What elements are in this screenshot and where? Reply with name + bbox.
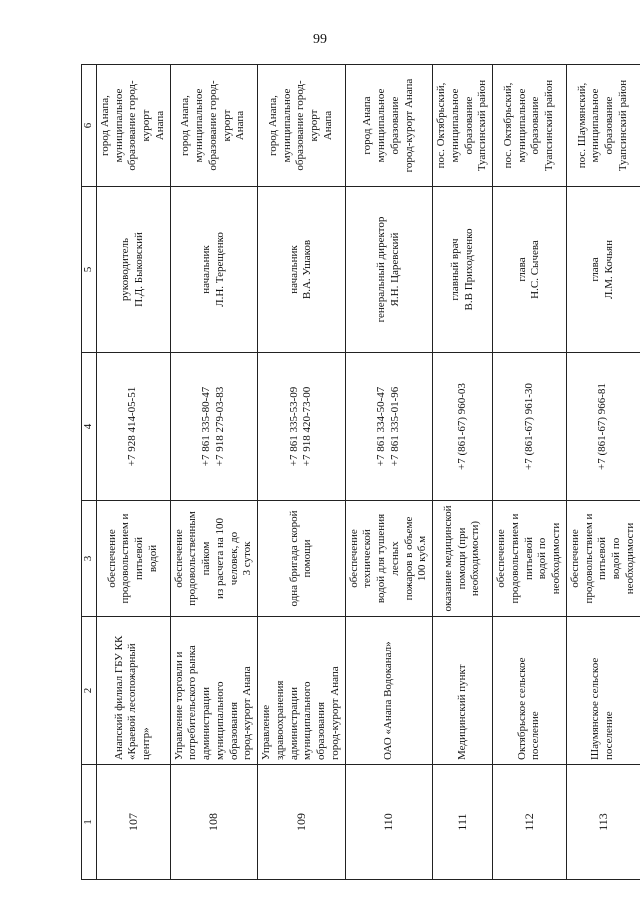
cell-head-line: глава	[589, 257, 602, 282]
cell-phone	[566, 353, 640, 501]
table-row	[96, 65, 170, 880]
cell-location	[258, 65, 346, 187]
cell-organization-line: «Краевой лесопожарный	[126, 643, 139, 760]
cell-organization	[258, 617, 346, 765]
cell-location-line: образование город-курорт	[294, 80, 321, 171]
cell-location-line: Туапсинский район	[476, 79, 489, 172]
cell-phone-line: +7 (861-67) 966-81	[596, 383, 609, 470]
cell-location	[493, 65, 567, 187]
rotated-table-container	[81, 65, 636, 880]
cell-location-line: город Анапа	[361, 96, 374, 155]
cell-organization-line: муниципального	[301, 681, 314, 760]
header-cell-4: 4	[82, 353, 97, 501]
cell-phone	[493, 353, 567, 501]
cell-location-line: город-курорт Анапа	[402, 78, 415, 173]
cell-head-line: Л.М. Кочьян	[603, 240, 616, 299]
cell-organization-line: город-курорт Анапа	[241, 666, 254, 760]
cell-organization	[345, 617, 433, 765]
cell-location-line: Туапсинский район	[616, 79, 629, 172]
cell-location-line: муниципальное образование	[448, 88, 475, 163]
cell-service-line: водой	[146, 544, 159, 573]
cell-phone	[345, 353, 433, 501]
cell-location	[170, 65, 258, 187]
cell-service-line: обеспечение	[172, 529, 185, 588]
cell-location-line: пос. Октябрьский,	[435, 82, 447, 169]
cell-organization-line: образования	[227, 701, 240, 760]
cell-location-line: город Анапа, муниципальное	[98, 88, 125, 163]
header-cell-6: 6	[82, 65, 97, 187]
cell-head	[493, 187, 567, 353]
cell-service-line: 100 куб.м	[416, 535, 429, 582]
cell-location-line: образование город-курорт	[206, 80, 233, 171]
cell-service-line: необходимости)	[469, 520, 482, 597]
cell-service-line: обеспечение	[568, 529, 581, 588]
cell-head-line: генеральный директор	[375, 216, 387, 323]
cell-organization-line: поселение	[603, 711, 616, 760]
page-number: 99	[313, 32, 327, 47]
cell-location-line: образование город-курорт	[126, 80, 152, 171]
header-cell-2: 2	[82, 617, 97, 765]
cell-service-line: водой для тушения лесных	[375, 513, 401, 604]
cell-organization	[96, 617, 170, 765]
cell-organization-line: администрации	[287, 687, 300, 760]
cell-service	[170, 501, 258, 617]
cell-location-line: муниципальное образование	[589, 88, 616, 163]
cell-phone-line: +7 (861-67) 961-30	[522, 383, 535, 470]
cell-organization	[433, 617, 493, 765]
cell-head-line: руководитель	[119, 237, 132, 302]
cell-location-line: пос. Шаумянский,	[575, 82, 588, 169]
cell-row-number: 109	[258, 765, 346, 880]
cell-service-line: обеспечение	[495, 529, 507, 588]
cell-service-line: водой по необходимости	[610, 522, 636, 595]
cell-head	[258, 187, 346, 353]
cell-phone-line: +7 861 335-80-47	[200, 386, 212, 467]
header-cell-5: 5	[82, 187, 97, 353]
cell-location-line: Анапа	[234, 110, 247, 141]
cell-location	[345, 65, 433, 187]
table-row	[170, 65, 258, 880]
cell-phone	[433, 353, 493, 501]
cell-head	[345, 187, 433, 353]
header-row	[82, 65, 97, 880]
cell-organization	[566, 617, 640, 765]
cell-head	[566, 187, 640, 353]
cell-service-line: продовольствием и питьевой	[508, 513, 535, 604]
cell-location-line: муниципальное образование	[515, 88, 542, 163]
cell-service-line: обеспечение	[105, 529, 118, 588]
cell-row-number: 112	[493, 765, 567, 880]
cell-phone-line: +7 861 335-53-09	[287, 386, 300, 467]
cell-service-line: обеспечение технической	[347, 529, 374, 588]
cell-head-line: начальник	[287, 245, 300, 294]
cell-location-line: Туапсинский район	[543, 79, 556, 172]
cell-service-line: оказание медицинской	[441, 505, 454, 612]
cell-location-line: муниципальное образование	[375, 88, 401, 163]
cell-phone-line: +7 861 335-01-96	[388, 386, 401, 467]
cell-phone-line: +7 918 420-73-00	[301, 386, 314, 467]
cell-head-line: В.А. Ушаков	[301, 239, 314, 300]
cell-phone-line: +7 918 279-03-83	[213, 386, 226, 467]
table-row	[258, 65, 346, 880]
cell-phone-line: +7 (861-67) 960-03	[455, 383, 468, 470]
cell-service-line: одна бригада скорой	[287, 510, 300, 607]
cell-organization-line: администрации	[200, 687, 212, 760]
cell-location-line: город Анапа, муниципальное	[266, 88, 293, 163]
cell-phone	[170, 353, 258, 501]
cell-service-line: 3 суток	[241, 541, 254, 576]
cell-head-line: Л.Н. Терещенко	[213, 232, 226, 307]
cell-service-line: помощи (при	[455, 527, 468, 590]
cell-location	[566, 65, 640, 187]
table-row	[566, 65, 640, 880]
cell-head-line: начальник	[200, 245, 212, 294]
cell-service-line: водой по необходимости	[536, 522, 562, 595]
cell-phone	[258, 353, 346, 501]
table-row	[493, 65, 567, 880]
cell-organization	[170, 617, 258, 765]
cell-head-line: П.Д. Быковский	[133, 232, 146, 307]
cell-head	[96, 187, 170, 353]
cell-service-line: пожаров в объеме	[402, 516, 415, 601]
cell-row-number: 107	[96, 765, 170, 880]
cell-phone	[96, 353, 170, 501]
cell-head-line: В.В Приходченко	[462, 228, 475, 311]
cell-location-line: Анапа	[321, 110, 334, 141]
cell-organization-line: образования	[315, 701, 327, 760]
cell-service-line: помощи	[301, 539, 314, 578]
resource-table	[81, 64, 640, 880]
cell-service-line: продовольственным пайком	[186, 511, 212, 606]
cell-service	[345, 501, 433, 617]
cell-head	[433, 187, 493, 353]
cell-location	[96, 65, 170, 187]
cell-head-line: главный врач	[448, 238, 461, 301]
cell-phone-line: +7 928 414-05-51	[126, 386, 139, 467]
cell-head-line: глава	[515, 257, 528, 282]
cell-location-line: город Анапа, муниципальное	[179, 88, 206, 163]
cell-phone-line: +7 861 334-50-47	[375, 386, 387, 467]
cell-organization-line: Управление торговли и	[172, 651, 185, 760]
table-body	[82, 65, 640, 880]
cell-location	[433, 65, 493, 187]
cell-organization-line: Октябрьское сельское	[515, 657, 528, 760]
cell-service-line: продовольствием и питьевой	[582, 513, 609, 604]
cell-head-line: Н.С. Сычева	[529, 240, 542, 299]
cell-row-number: 111	[433, 765, 493, 880]
cell-location-line: Анапа	[153, 110, 166, 141]
cell-organization-line: Шаумянское сельское	[589, 657, 602, 760]
header-cell-1: 1	[82, 765, 97, 880]
cell-organization	[493, 617, 567, 765]
header-cell-3: 3	[82, 501, 97, 617]
cell-service	[566, 501, 640, 617]
cell-service	[258, 501, 346, 617]
cell-organization-line: Управление	[260, 704, 272, 760]
cell-row-number: 108	[170, 765, 258, 880]
cell-organization-line: город-курорт Анапа	[328, 666, 341, 760]
cell-organization-line: муниципального	[213, 681, 226, 760]
cell-service	[493, 501, 567, 617]
cell-head	[170, 187, 258, 353]
cell-location-line: пос. Октябрьский,	[501, 82, 514, 169]
cell-organization-line: здравоохранения	[273, 680, 286, 760]
cell-service	[433, 501, 493, 617]
cell-organization-line: Медицинский пункт	[455, 664, 468, 760]
cell-organization-line: поселение	[529, 711, 542, 760]
cell-row-number: 110	[345, 765, 433, 880]
cell-organization-line: потребительского рынка	[186, 645, 199, 760]
cell-service-line: продовольствием и питьевой	[119, 513, 146, 604]
cell-head-line: Я.Н. Царевский	[388, 232, 401, 307]
cell-service	[96, 501, 170, 617]
cell-organization-line: ОАО «Анапа Водоканал»	[381, 641, 394, 760]
cell-service-line: из расчета на 100 человек, до	[213, 517, 240, 600]
cell-organization-line: центр»	[140, 727, 152, 760]
table-row	[345, 65, 433, 880]
cell-row-number: 113	[566, 765, 640, 880]
table-row	[433, 65, 493, 880]
cell-organization-line: Анапский филиал ГБУ КК	[112, 635, 125, 760]
